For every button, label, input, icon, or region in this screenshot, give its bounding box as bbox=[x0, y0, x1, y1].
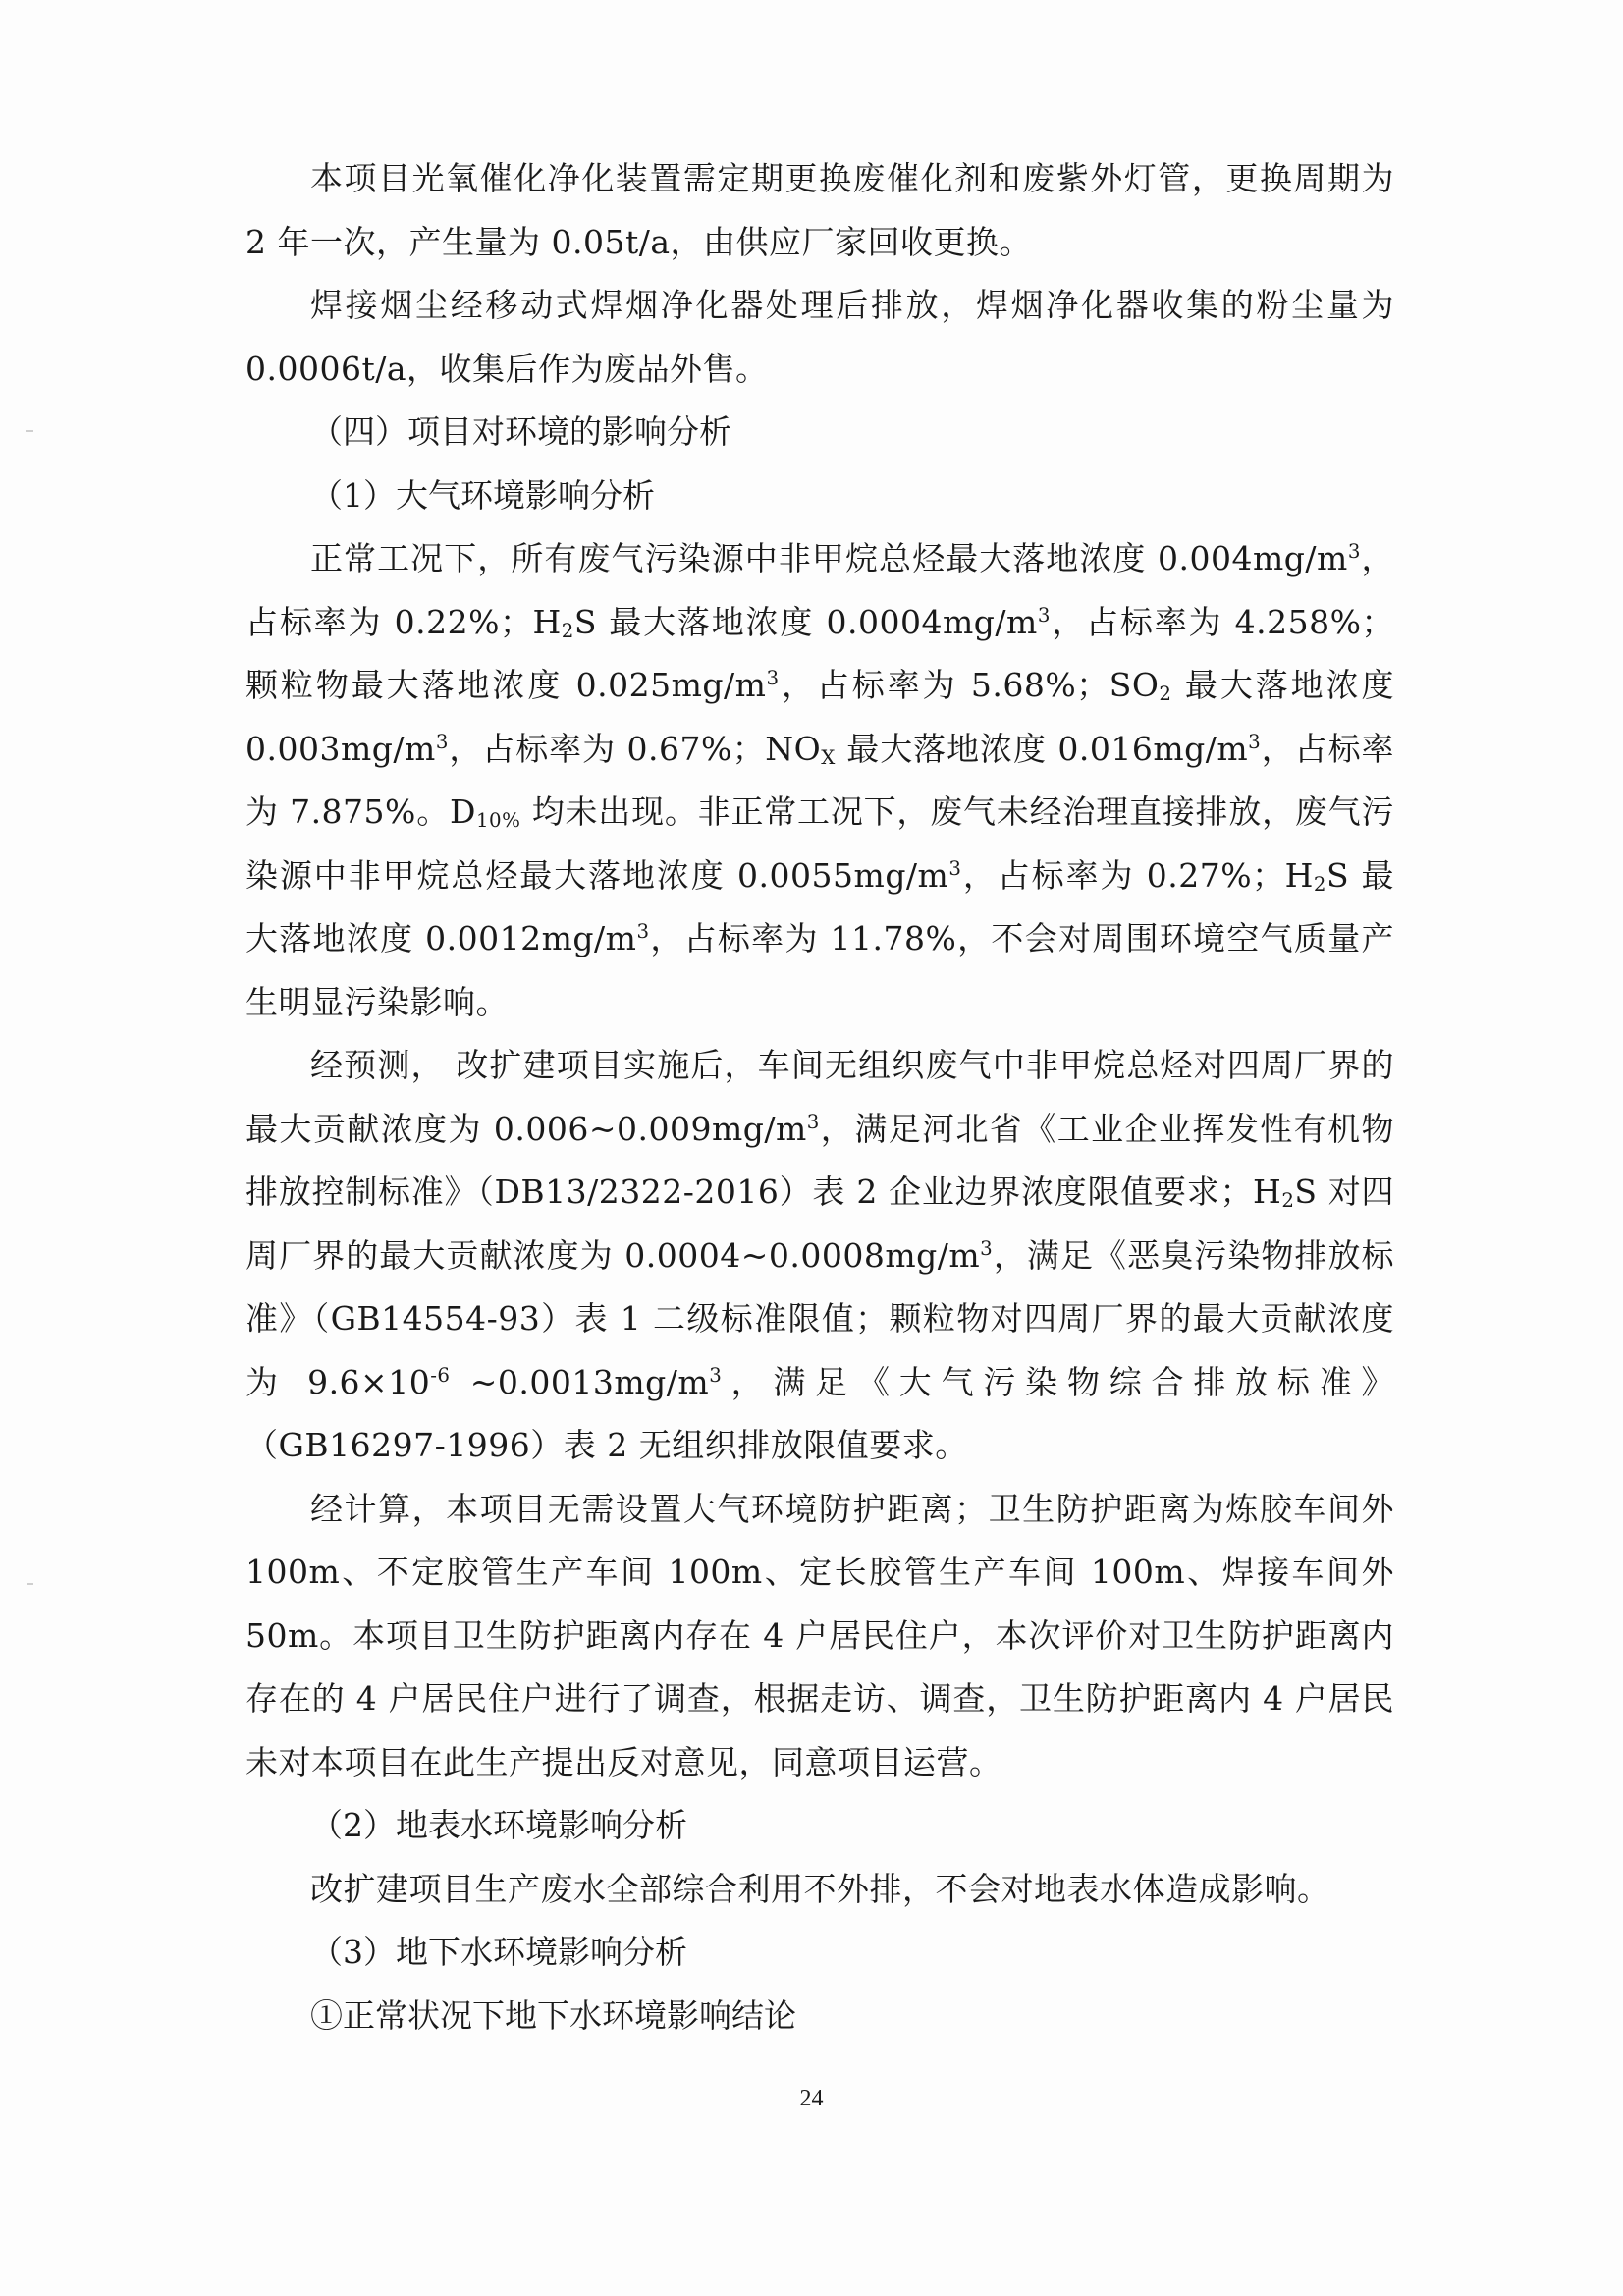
text-run: S 最大落地浓度 0.0004mg/m bbox=[573, 602, 1038, 641]
text-run: ，满足《恶臭污染物排放标准》（GB14554-93）表 1 二级标准限值；颗粒物对四周厂界的最大贡献浓度为 9.6×10 bbox=[245, 1235, 1394, 1401]
text-run: S 对四周厂界的最大贡献浓度为 0.0004~0.0008mg/m bbox=[245, 1173, 1394, 1275]
text-run: ，占标率为 4.258%；颗粒物最大落地浓度 0.025mg/m bbox=[245, 602, 1394, 704]
paragraph-air-impact bbox=[245, 527, 1394, 1034]
document-body bbox=[245, 147, 1394, 2048]
superscript: 3 bbox=[435, 730, 449, 753]
subscript: 2 bbox=[1313, 872, 1326, 896]
text-run: S 最大落地浓度 0.0012mg/m bbox=[245, 855, 1394, 957]
superscript: 3 bbox=[806, 1110, 820, 1133]
superscript: 3 bbox=[1248, 730, 1262, 753]
text-run: 正常工况下，所有废气污染源中非甲烷总烃最大落地浓度 0.004mg/m bbox=[310, 539, 1348, 577]
paragraph-forecast bbox=[245, 1034, 1394, 1478]
superscript: 3 bbox=[709, 1363, 723, 1387]
text-run: ，占标率为 5.68%；SO bbox=[779, 666, 1160, 704]
superscript: 3 bbox=[636, 920, 650, 944]
text-run: ，占标率为 0.27%；H bbox=[961, 855, 1314, 895]
subscript: 10% bbox=[475, 808, 521, 832]
text-run: ，占标率为 0.22%；H bbox=[245, 539, 1394, 641]
text-run: ，占标率为 0.67%；NO bbox=[448, 729, 822, 768]
subscript: 2 bbox=[1281, 1188, 1295, 1212]
paragraph-surface-water: 改扩建项目生产废水全部综合利用不外排，不会对地表水体造成影响。 bbox=[310, 1869, 1330, 1908]
text-run: ，占标率为 11.78%，不会对周围环境空气质量产生明显污染影响。 bbox=[245, 919, 1394, 1021]
text-run: ，满足《大气污染物综合排放标准》（GB16297-1996）表 2 无组织排放限值要求。 bbox=[245, 1362, 1394, 1464]
scan-speck bbox=[27, 1583, 33, 1585]
subsection-heading-air: （1）大气环境影响分析 bbox=[310, 475, 655, 515]
text-run: 经预测， 改扩建项目实施后，车间无组织废气中非甲烷总烃对四周厂界的最大贡献浓度为 0.006~0.009mg/m bbox=[245, 1046, 1394, 1148]
subsection-heading-groundwater-normal: ①正常状况下地下水环境影响结论 bbox=[310, 1995, 796, 2035]
paragraph-protection-distance: 经计算，本项目无需设置大气环境防护距离；卫生防护距离为炼胶车间外 100m、不定胶管生产车间 100m、定长胶管生产车间 100m、焊接车间外 50m。本项目卫生防护距离内存在 4 户居民住户，本次评价对卫生防护距离内存在的 4 户居民住户进行了调查，根据走访、调查，卫生防护距离内 4 户居民未对本项目在此生产提出反对意见，同意项目运营。 bbox=[245, 1489, 1394, 1781]
subsection-heading-surface-water: （2）地表水环境影响分析 bbox=[310, 1806, 687, 1844]
text-run: ~0.0013mg/m bbox=[450, 1362, 710, 1401]
text-run: ，满足河北省《工业企业挥发性有机物排放控制标准》（DB13/2322-2016）表 2 企业边界浓度限值要求；H bbox=[245, 1109, 1395, 1211]
subscript: X bbox=[821, 745, 836, 769]
text-run: 最大落地浓度 0.016mg/m bbox=[835, 729, 1249, 768]
page-number: 24 bbox=[799, 2086, 824, 2111]
paragraph-catalyst-replacement: 本项目光氧催化净化装置需定期更换废催化剂和废紫外灯管，更换周期为 2 年一次，产生量为 0.05t/a，由供应厂家回收更换。 bbox=[245, 159, 1394, 261]
superscript: 3 bbox=[1347, 540, 1361, 564]
text-run: 均未出现。非正常工况下，废气未经治理直接排放，废气污染源中非甲烷总烃最大落地浓度 0.0055mg/m bbox=[245, 793, 1394, 895]
superscript: 3 bbox=[1037, 603, 1051, 627]
superscript: 3 bbox=[766, 667, 780, 690]
paragraph-welding-dust: 焊接烟尘经移动式焊烟净化器处理后排放，焊烟净化器收集的粉尘量为 0.0006t/a，收集后作为废品外售。 bbox=[245, 286, 1394, 388]
superscript: 3 bbox=[948, 856, 962, 880]
subscript: 2 bbox=[1159, 682, 1172, 705]
section-heading-environmental-impact: （四）项目对环境的影响分析 bbox=[310, 412, 731, 451]
scan-speck bbox=[26, 430, 33, 432]
subsection-heading-groundwater: （3）地下水环境影响分析 bbox=[310, 1933, 687, 1971]
text-run: 最大落地浓度 0.003mg/m bbox=[245, 666, 1394, 768]
superscript: 3 bbox=[980, 1236, 994, 1260]
text-run: ，占标率为 7.875%。D bbox=[245, 729, 1395, 831]
superscript: -6 bbox=[430, 1363, 451, 1387]
subscript: 2 bbox=[561, 619, 574, 642]
